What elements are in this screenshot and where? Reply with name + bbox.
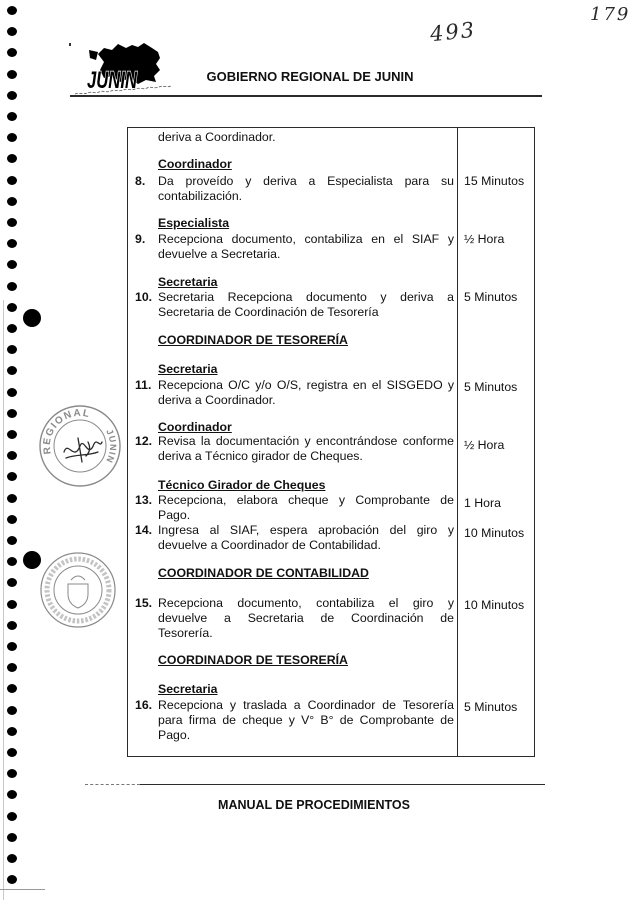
step-description xyxy=(158,290,454,320)
binding-hole-mark xyxy=(7,663,17,672)
step-actor: Secretaria xyxy=(158,362,218,376)
official-seal-stamp xyxy=(38,550,118,630)
binding-hole-mark xyxy=(7,112,17,121)
description-line: Recepciona O/C y/o O/S, registra en el SISGEDO y xyxy=(158,378,454,392)
binding-hole-mark xyxy=(7,48,17,57)
step-number: 14. xyxy=(135,523,153,537)
binding-hole-mark xyxy=(7,854,17,863)
step-description xyxy=(158,434,454,464)
step-description xyxy=(158,174,454,204)
step-number: 9. xyxy=(135,232,146,246)
binding-hole-mark xyxy=(7,133,17,142)
step-actor: Coordinador xyxy=(158,420,232,434)
binding-hole-mark xyxy=(7,706,17,715)
step-duration: 5 Minutos xyxy=(464,380,518,394)
binding-hole-mark xyxy=(7,557,17,566)
binding-hole-mark xyxy=(7,388,17,397)
binding-hole-mark xyxy=(7,282,17,291)
description-line: Ingresa al SIAF, espera aprobación del giro y xyxy=(158,523,454,537)
step-duration: 5 Minutos xyxy=(464,700,518,714)
step-actor: Especialista xyxy=(158,216,230,230)
stamp-lettering-marks xyxy=(47,559,109,621)
step-duration: ½ Hora xyxy=(464,232,505,246)
binding-hole-mark xyxy=(7,218,17,227)
step-duration: 10 Minutos xyxy=(464,526,525,540)
step-description xyxy=(158,596,454,641)
description-line: Recepciona documento, contabiliza en el SIAF y xyxy=(158,232,454,246)
description-line: Pago. xyxy=(158,728,191,742)
step-duration: 1 Hora xyxy=(464,496,501,510)
description-line: deriva a Coordinador. xyxy=(158,130,276,144)
binding-hole-mark xyxy=(7,154,17,163)
binding-hole-mark xyxy=(7,409,17,418)
binding-hole-mark xyxy=(7,260,17,269)
description-line: deriva a Técnico girador de Cheques. xyxy=(158,449,363,463)
step-number: 15. xyxy=(135,596,153,610)
step-number: 12. xyxy=(135,434,153,448)
step-number: 8. xyxy=(135,174,146,188)
binding-hole-mark xyxy=(7,833,17,842)
step-description xyxy=(158,523,454,553)
step-description xyxy=(158,698,454,743)
description-line: contabilización. xyxy=(158,189,243,203)
description-line: Revisa la documentación y encontrándose conforme xyxy=(158,434,454,448)
step-description xyxy=(158,232,454,262)
step-number: 13. xyxy=(135,493,153,507)
logo-flag-shape xyxy=(89,50,98,60)
description-line: devuelve a Secretaria de Coordinación de xyxy=(158,611,454,625)
binding-hole-mark xyxy=(7,642,17,651)
binding-hole-mark xyxy=(7,176,17,185)
description-line: Secretaria de Coordinación de Tesorería xyxy=(158,305,379,319)
step-duration: 5 Minutos xyxy=(464,290,518,304)
binding-hole-mark xyxy=(7,812,17,821)
handwritten-folio-number: 493 xyxy=(428,17,478,47)
description-line: devuelve a Coordinador de Contabilidad. xyxy=(158,538,381,552)
page-header-title: GOBIERNO REGIONAL DE JUNIN xyxy=(206,69,414,84)
step-description xyxy=(158,493,454,523)
binding-hole-mark xyxy=(7,91,17,100)
scan-edge-line xyxy=(0,889,45,890)
binding-hole-mark xyxy=(7,727,17,736)
binding-hole-mark xyxy=(7,27,17,36)
binding-hole-mark xyxy=(7,684,17,693)
description-line: Recepciona y traslada a Coordinador de Tesorería xyxy=(158,698,454,712)
step-duration: 15 Minutos xyxy=(464,174,525,188)
binding-hole-mark xyxy=(7,748,17,757)
step-number: 16. xyxy=(135,698,153,712)
binding-hole-mark xyxy=(7,197,17,206)
description-line: Da proveído y deriva a Especialista para su xyxy=(158,174,454,188)
description-line: Pago. xyxy=(158,508,191,522)
description-line: Secretaria Recepciona documento y deriva a xyxy=(158,290,454,304)
section-heading: COORDINADOR DE TESORERÍA xyxy=(158,333,348,347)
binding-hole-mark xyxy=(7,70,17,79)
binding-hole-mark xyxy=(7,239,17,248)
binding-hole-mark xyxy=(7,494,17,503)
footer-rule-dashed xyxy=(85,784,140,785)
binding-hole-mark xyxy=(7,515,17,524)
binding-hole-mark xyxy=(7,600,17,609)
continuation-text xyxy=(158,130,454,145)
binding-hole-mark xyxy=(7,472,17,481)
binding-hole-mark xyxy=(7,6,17,15)
step-actor: Secretaria xyxy=(158,682,218,696)
binding-hole-mark xyxy=(7,303,17,312)
logo-text: JUNIN xyxy=(87,67,138,94)
stamp-emblem xyxy=(68,584,88,608)
description-line: deriva a Coordinador. xyxy=(158,393,276,407)
step-number: 11. xyxy=(135,378,152,392)
regional-seal-stamp xyxy=(36,402,124,490)
footer-rule xyxy=(140,784,545,785)
step-actor: Técnico Girador de Cheques xyxy=(158,478,326,492)
binding-hole-mark xyxy=(7,769,17,778)
description-line: Recepciona, elabora cheque y Comprobante de xyxy=(158,493,454,507)
handwritten-page-number: 179 xyxy=(590,4,631,25)
step-duration: ½ Hora xyxy=(464,438,505,452)
stamp-ring-text: JUNIN xyxy=(104,427,119,466)
binding-hole-mark xyxy=(7,366,17,375)
description-line: Recepciona documento, contabiliza el giro y xyxy=(158,596,454,610)
stamp-outer-ring xyxy=(41,553,115,627)
ink-speck xyxy=(69,43,71,46)
binding-hole-mark xyxy=(7,451,17,460)
header-underline xyxy=(70,95,542,97)
step-actor: Coordinador xyxy=(158,157,232,171)
table-column-divider xyxy=(457,127,458,757)
stamp-emblem-arch xyxy=(71,576,85,580)
binding-hole-mark xyxy=(7,536,17,545)
binding-hole-mark xyxy=(7,578,17,587)
description-line: Tesorería. xyxy=(158,626,213,640)
step-description xyxy=(158,378,454,408)
step-number: 10. xyxy=(135,290,153,304)
stamp-inner-ring xyxy=(54,566,102,614)
description-line: devuelve a Secretaria. xyxy=(158,247,281,261)
section-heading: COORDINADOR DE TESORERÍA xyxy=(158,653,348,667)
binding-hole-mark xyxy=(7,621,17,630)
binding-hole-mark xyxy=(7,790,17,799)
large-binding-hole-mark xyxy=(23,309,41,327)
scan-edge-line xyxy=(3,300,4,900)
handwritten-signature xyxy=(64,438,102,462)
step-duration: 10 Minutos xyxy=(464,598,525,612)
description-line: para firma de cheque y V° B° de Comprobante de xyxy=(158,713,454,727)
binding-hole-mark xyxy=(7,430,17,439)
binding-hole-mark xyxy=(7,345,17,354)
footer-title: MANUAL DE PROCEDIMIENTOS xyxy=(218,798,410,812)
binding-hole-mark xyxy=(7,324,17,333)
section-heading: COORDINADOR DE CONTABILIDAD xyxy=(158,566,369,580)
binding-hole-mark xyxy=(7,875,17,884)
stamp-ring-text: REGIONAL xyxy=(41,407,92,455)
step-actor: Secretaria xyxy=(158,275,218,289)
